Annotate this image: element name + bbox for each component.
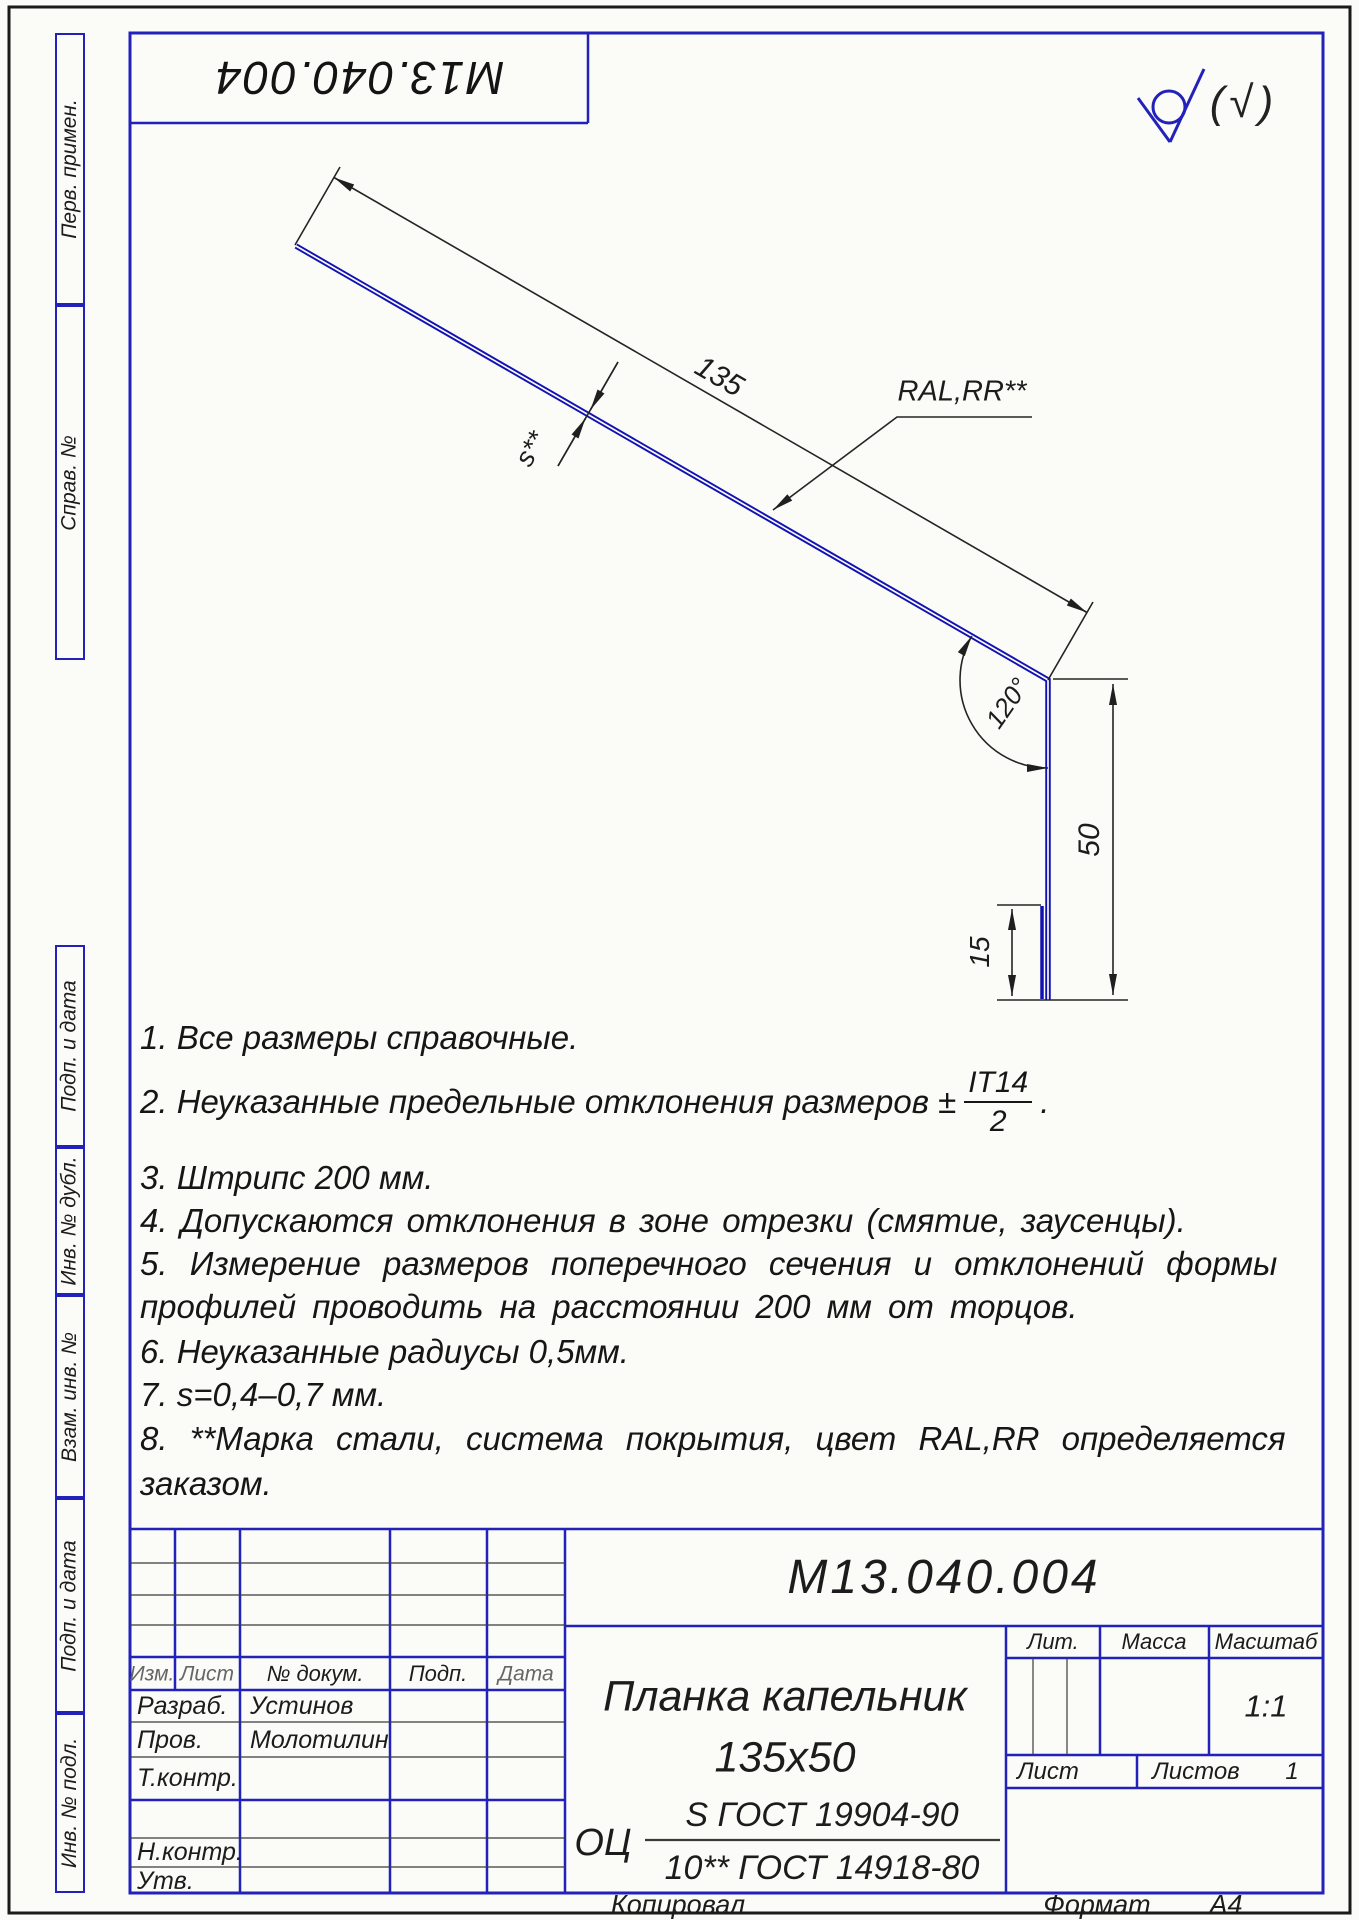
- top-stamp-doc-number: М13.040.004: [213, 52, 505, 104]
- margin-stamp-inv-dubl: [55, 1147, 85, 1295]
- footer-copied: Копировал: [610, 1889, 746, 1920]
- part-profile: [296, 246, 1048, 1000]
- margin-stamp-label: Подп. и дата: [58, 980, 81, 1112]
- part-title-line2: 135х50: [714, 1733, 856, 1782]
- footer-format-label: Формат: [1043, 1889, 1151, 1920]
- margin-stamp-perv-primen: [55, 33, 85, 305]
- dim-text-50: 50: [1073, 823, 1106, 857]
- note-2-period: .: [1040, 1082, 1050, 1120]
- scale-label: Масштаб: [1214, 1629, 1318, 1654]
- margin-stamp-label: Справ. №: [58, 434, 81, 531]
- staff-name-razrab: Устинов: [250, 1692, 354, 1720]
- material-denominator: 10** ГОСТ 14918-80: [664, 1849, 980, 1887]
- margin-stamp-podp-data-1: [55, 945, 85, 1147]
- staff-role-nkontr: Н.контр.: [137, 1838, 243, 1866]
- surface-finish-note: (√): [1209, 78, 1279, 127]
- margin-stamp-label: Инв. № дубл.: [58, 1156, 81, 1286]
- dimension-lines: [295, 167, 1128, 1000]
- surface-finish-icon: [1138, 69, 1204, 142]
- material-prefix: ОЦ: [574, 1822, 632, 1864]
- note-3: 3. Штрипс 200 мм.: [140, 1159, 434, 1196]
- thickness-arrow-bottom: [558, 418, 586, 466]
- staff-name-prov: Молотилин: [250, 1726, 389, 1754]
- sheet-label: Лист: [1017, 1758, 1079, 1785]
- note-5-line2: профилей проводить на расстоянии 200 мм от торцов.: [140, 1288, 1078, 1325]
- dim-text-120: 120°: [979, 672, 1035, 734]
- staff-role-razrab: Разраб.: [137, 1692, 228, 1720]
- margin-stamp-sprav-no: [55, 305, 85, 660]
- dim-text-thickness: s**: [508, 426, 553, 472]
- lit-label: Лит.: [1027, 1629, 1079, 1654]
- staff-role-utv: Утв.: [137, 1867, 194, 1895]
- header-izm: Изм.: [129, 1662, 175, 1686]
- header-podp: Подп.: [408, 1661, 468, 1686]
- ext-line-135-left: [295, 167, 340, 245]
- header-list: Лист: [179, 1662, 235, 1686]
- header-doc: № докум.: [266, 1661, 364, 1686]
- note-8-line1: 8. **Марка стали, система покрытия, цвет RAL,RR определяется: [140, 1420, 1286, 1457]
- footer-format-value: А4: [1209, 1889, 1243, 1920]
- margin-stamp-inv-podl: [55, 1713, 85, 1893]
- note-5-line1: 5. Измерение размеров поперечного сечения и отклонений формы: [140, 1245, 1278, 1282]
- note-4: 4. Допускаются отклонения в зоне отрезки (смятие, заусенцы).: [140, 1202, 1186, 1239]
- margin-stamp-label: Подп. и дата: [58, 1539, 81, 1672]
- note-8-line2: заказом.: [140, 1465, 272, 1502]
- note-6: 6. Неуказанные радиусы 0,5мм.: [140, 1333, 629, 1370]
- note-7: 7. s=0,4–0,7 мм.: [140, 1376, 387, 1413]
- coating-leader-line: [773, 417, 1032, 510]
- top-stamp: [130, 33, 588, 123]
- staff-role-tkontr: Т.контр.: [137, 1764, 238, 1792]
- title-block-doc-number: М13.040.004: [787, 1551, 1101, 1604]
- coating-label: RAL,RR**: [897, 375, 1027, 408]
- mass-label: Масса: [1121, 1629, 1187, 1654]
- sheets-value: 1: [1285, 1758, 1299, 1785]
- dim-text-135: 135: [689, 349, 750, 404]
- header-data: Дата: [498, 1662, 554, 1686]
- note-2-frac-numerator: IT14: [964, 1066, 1032, 1103]
- note-2-text: 2. Неуказанные предельные отклонения размеров ±: [140, 1082, 957, 1120]
- thickness-arrow-top: [591, 362, 619, 410]
- staff-role-prov: Пров.: [137, 1726, 203, 1754]
- ext-line-135-right: [1048, 602, 1093, 680]
- margin-stamp-vzam-inv: [55, 1295, 85, 1498]
- margin-stamp-label: Инв. № подл.: [58, 1737, 81, 1869]
- scale-value: 1:1: [1244, 1688, 1288, 1724]
- dim-text-15: 15: [964, 936, 995, 968]
- note-2-frac-denominator: 2: [989, 1105, 1007, 1138]
- sheets-label: Листов: [1152, 1758, 1240, 1785]
- margin-stamp-label: Перв. примен.: [58, 99, 81, 239]
- material-numerator: S ГОСТ 19904-90: [685, 1796, 959, 1834]
- part-title-line1: Планка капельник: [603, 1672, 967, 1721]
- margin-stamp-label: Взам. инв. №: [58, 1331, 82, 1462]
- note-1: 1. Все размеры справочные.: [140, 1019, 579, 1056]
- note-2: [140, 1066, 1049, 1138]
- margin-stamp-podp-data-2: [55, 1498, 85, 1713]
- note-2-fraction: [964, 1066, 1032, 1138]
- drawing-frame: [130, 33, 1323, 1893]
